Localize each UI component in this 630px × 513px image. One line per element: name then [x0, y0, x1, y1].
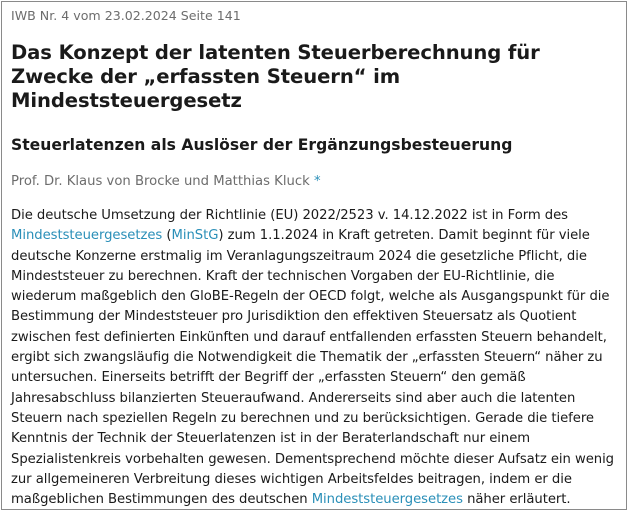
abstract-text-4: näher erläutert. [462, 492, 571, 508]
author-footnote-link[interactable]: * [313, 174, 321, 189]
publication-reference: IWB Nr. 4 vom 23.02.2024 Seite 141 [11, 8, 241, 23]
link-mindeststeuergesetz-2[interactable]: Mindeststeuergesetzes [311, 492, 463, 508]
authors-names: Prof. Dr. Klaus von Brocke und Matthias Kluck [11, 174, 310, 189]
article-subtitle: Steuerlatenzen als Auslöser der Ergänzungsbesteuerung [11, 136, 513, 154]
abstract-text-3: ) zum 1.1.2024 in Kraft getreten. Damit beginnt für viele deutsche Konzerne erstmalig im Veranlagungszeitraum 2024 die gesetzliche Pflicht, die Mindeststeuer zu berechnen. Kraft der technischen Vorgaben der EU-Richtlinie, die wiederum maßgeblich den GloBE-Regeln der OECD folgt, welche als Ausgangspunkt für die Bestimmung der Mindeststeuer pro Jurisdiktion den effektiven Steuersatz als Quotient zwischen fest definierten Einkünften und darauf entfallenden erfassten Steuern behandelt, ergibt sich zwangsläufig die Notwendigkeit die Thematik der „erfassten Steuern“ näher zu untersuchen. Einerseits betrifft der Begriff der „erfassten Steuern“ den gemäß Jahresabschluss bilanzierten Steueraufwand. Andererseits sind aber auch die latenten Steuern nach speziellen Regeln zu berechnen und zu berücksichtigen. Gerade die tiefere Kenntnis der Technik der Steuerlatenzen ist in der Beraterlandschaft nur einem Spezialistenkreis vorbehalten gewesen. Dementsprechend möchte dieser Aufsatz ein wenig zur allgemeineren Verbreitung dieses wichtigen Arbeitsfeldes beitragen, indem er die maßgeblichen Bestimmungen des deutschen [11, 228, 615, 508]
article-container [1, 1, 627, 510]
link-minstg[interactable]: MinStG [171, 228, 219, 244]
article-title: Das Konzept der latenten Steuerberechnung für Zwecke der „erfassten Steuern“ im Mindeststeuergesetz [11, 41, 540, 112]
abstract-text-1: Die deutsche Umsetzung der Richtlinie (EU) 2022/2523 v. 14.12.2022 ist in Form des [11, 208, 568, 223]
link-mindeststeuergesetz[interactable]: Mindeststeuergesetzes [11, 228, 163, 244]
article-abstract [11, 206, 616, 510]
article-authors [11, 173, 616, 191]
abstract-text-2: ( [162, 228, 172, 244]
